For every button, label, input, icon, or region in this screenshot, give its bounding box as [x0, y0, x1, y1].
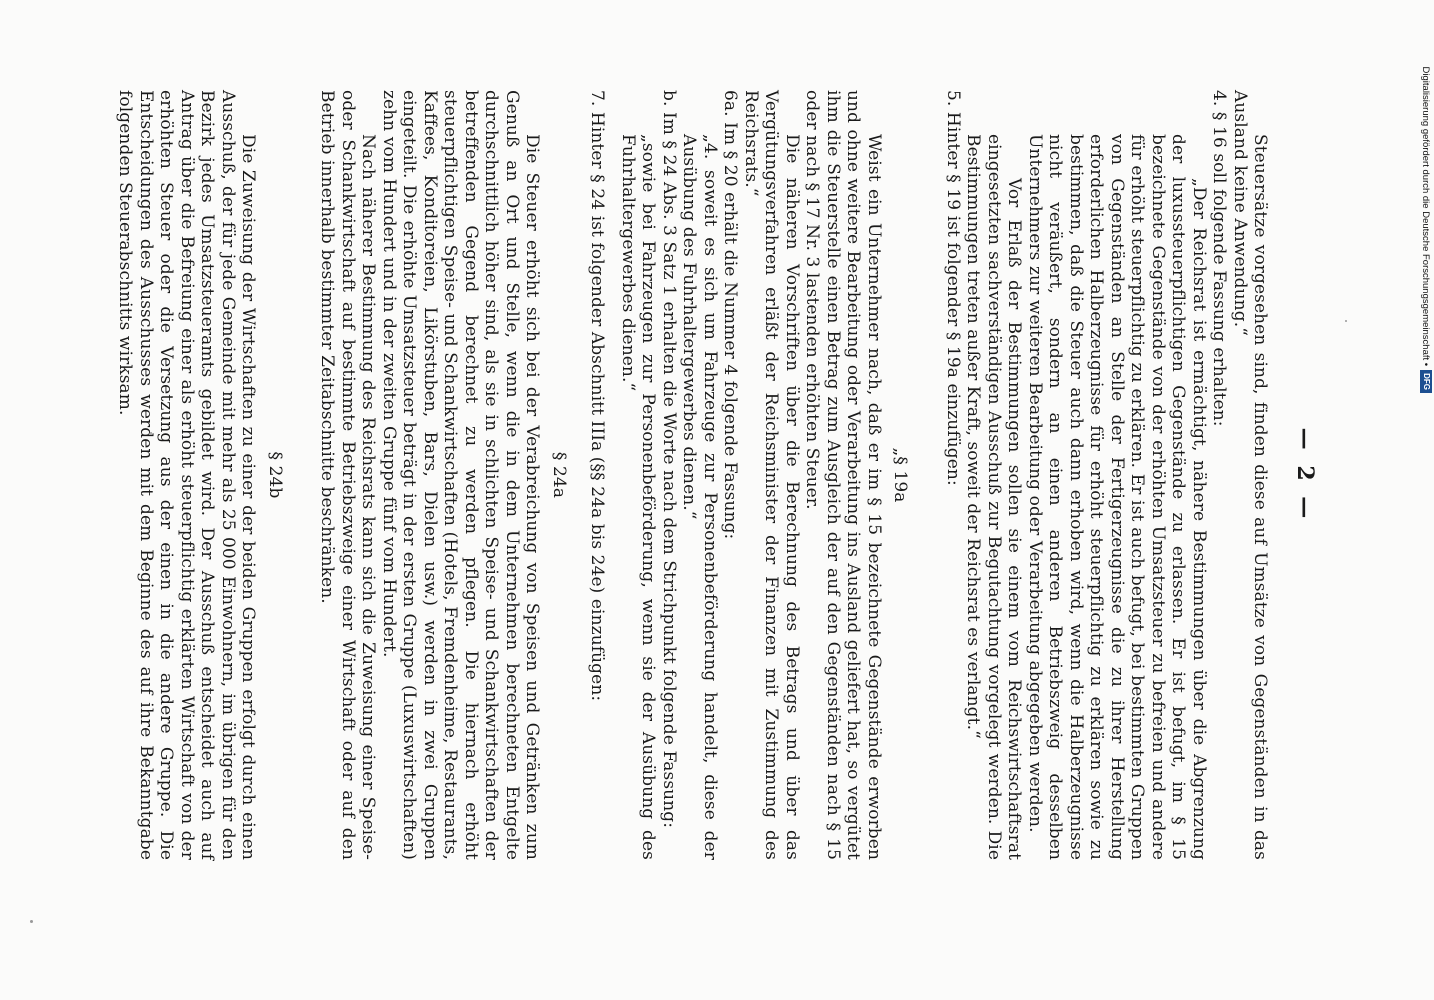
section-mark: § 24a [549, 451, 569, 499]
paragraph: Vor Erlaß der Bestimmungen sollen sie einem vom Reichswirtschaftsrat eingesetzten sachverständigen Ausschuß zur Begutachtung vorgelegt werden. Die Bestimmungen treten außer Kraft, soweit der Reichsrat es verlangt.“ [963, 134, 1025, 860]
paragraph: Die Zuweisung der Wirtschaften zu einer der beiden Gruppen erfolgt durch einen Ausschuß, der für jede Gemeinde mit mehr als 25 000 Einwohnern, im übrigen für den Bezirk jedes Umsatzsteueramts gebildet wird. Der Ausschuß entscheidet auch auf Antrag über die Befreiung einer als erhöht steuerpflichtig erklärten Wirtschaft von der erhöhten Steuer oder die Versetzung aus der einen in die andere Gruppe. Die Entscheidungen des Ausschusses werden mit dem Beginne des auf ihre Bekanntgabe folgenden Steuerabschnitts wirksam. [115, 90, 259, 860]
list-item: 6a. Im § 20 erhält die Nummer 4 folgende Fassung: [720, 90, 741, 540]
list-item: 7. Hinter § 24 ist folgender Abschnitt IIIa (§§ 24a bis 24e) einzufügen: [587, 90, 608, 702]
paragraph: „sowie bei Fahrzeugen zur Personenbeförderung, wenn sie der Ausübung des Fuhrhaltergewerbes dienen.“ [618, 134, 659, 860]
paragraph: Die Steuer erhöht sich bei der Verabreichung von Speisen und Getränken zum Genuß an Ort und Stelle, wenn die in dem Unternehmen berechneten Entgelte durchschnittlich höher sind, als sie in schlichten Speise- und Schankwirtschaften der betreffenden Gegend berechnet zu werden pflegen. Die hiernach erhöht steuerpflichtigen Speise- und Schankwirtschaften (Hotels, Fremdenheime, Restaurants, Kaffees, Konditoreien, Likörstuben, Bars, Dielen usw.) werden in zwei Gruppen eingeteilt. Die erhöhte Umsatzsteuer beträgt in der ersten Gruppe (Luxuswirtschaften) zehn vom Hundert und in der zweiten Gruppe fünf vom Hundert. [379, 90, 543, 860]
paragraph: Steuersätze vorgesehen sind, finden diese auf Umsätze von Gegenständen in das Ausland keine Anwendung.“ [1230, 90, 1271, 860]
paragraph: „Der Reichsrat ist ermächtigt, nähere Bestimmungen über die Abgrenzung der luxussteuerpflichtigen Gegenstände zu erlassen. Er ist befugt, im § 15 bezeichnete Gegenstände von der erhöhten Umsatzsteuer zu befreien und andere für erhöht steuerpflichtig zu erklären. Er ist auch befugt, bei bestimmten Gruppen von Gegenständen an Stelle der Fertigerzeugnisse die zu ihrer Herstellung erforderlichen Halberzeugnisse für erhöht steuerpflichtig zu erklären sowie zu bestimmen, daß die Steuer auch dann erhoben wird, wenn die Halberzeugnisse nicht veräußert, sondern an einen anderen Betriebszweig desselben Unternehmers zur weiteren Bearbeitung oder Verarbeitung abgegeben werden. [1025, 134, 1209, 860]
digitization-credit [1418, 8, 1432, 393]
dfg-logo: DFG [1420, 370, 1432, 393]
paragraph: Weist ein Unternehmer nach, daß er im § 15 bezeichnete Gegenstände erworben und ohne weitere Bearbeitung oder Verarbeitung ins Ausland geliefert hat, so vergütet ihm die Steuerstelle einen Betrag zum Ausgleich der auf den Gegenständen nach § 15 oder nach § 17 Nr. 3 lastenden erhöhten Steuer. [802, 90, 884, 860]
paragraph: Die näheren Vorschriften über die Berechnung des Betrags und über das Vergütungsverfahren erläßt der Reichsminister der Finanzen mit Zustimmung des Reichsrats.“ [741, 90, 802, 860]
section-mark: „§ 19a [890, 447, 911, 503]
section-mark: § 24b [265, 451, 285, 499]
scan-speck [1345, 320, 1347, 322]
scan-speck [30, 920, 33, 923]
list-item: 5. Hinter § 19 ist folgender § 19a einzufügen: [943, 90, 963, 486]
paragraph: Nach näherer Bestimmung des Reichsrats kann sich die Zuweisung einer Speise- oder Schankwirtschaft auf bestimmte Betriebszweige einer Wirtschaft oder auf den Betrieb innerhalb bestimmter Zeitabschnitte beschränken. [317, 90, 379, 860]
document-page [95, 90, 1318, 860]
credit-text: Digitalisierung gefördert durch die Deutsche Forschungsgemeinschaft • [1420, 66, 1431, 367]
list-item: b. Im § 24 Abs. 3 Satz 1 erhalten die Worte nach dem Strichpunkt folgende Fassung: [659, 90, 679, 829]
paragraph: „4. soweit es sich um Fahrzeuge zur Personenbeförderung handelt, diese der Ausübung des Fuhrhaltergewerbes dienen.“ [679, 134, 720, 860]
list-item: 4. § 16 soll folgende Fassung erhalten: [1209, 90, 1230, 427]
page-number: — 2 — [1292, 427, 1318, 523]
